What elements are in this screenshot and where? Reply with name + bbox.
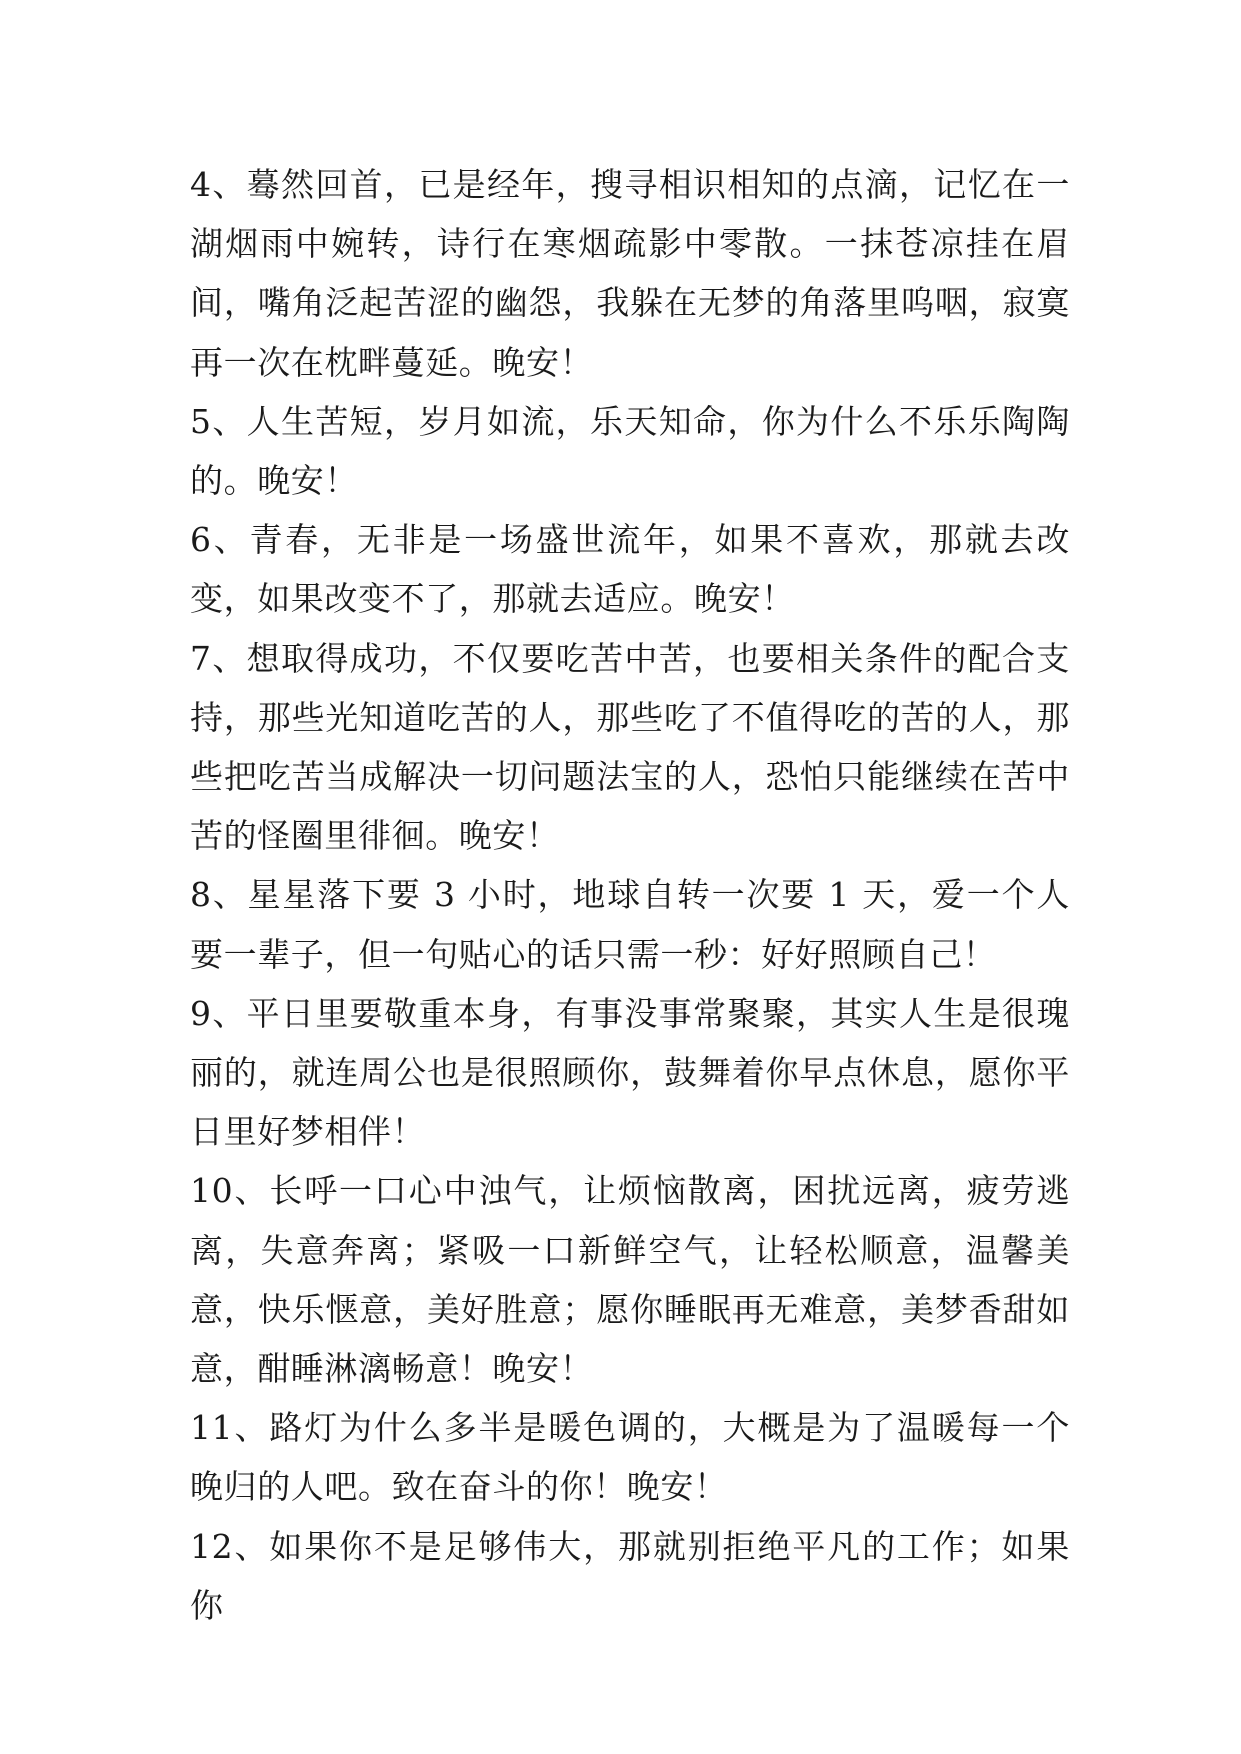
paragraph-10: 10、长呼一口心中浊气，让烦恼散离，困扰远离，疲劳逃离，失意奔离；紧吸一口新鲜空气，让轻松顺意，温馨美意，快乐惬意，美好胜意；愿你睡眠再无难意，美梦香甜如意，酣睡淋漓畅意！晚安！ (190, 1171, 1070, 1389)
document-body (190, 155, 1070, 1635)
paragraph-7: 7、想取得成功，不仅要吃苦中苦，也要相关条件的配合支持，那些光知道吃苦的人，那些吃了不值得吃的苦的人，那些把吃苦当成解决一切问题法宝的人，恐怕只能继续在苦中苦的怪圈里徘徊。晚安！ (190, 638, 1070, 856)
paragraph-5: 5、人生苦短，岁月如流，乐天知命，你为什么不乐乐陶陶的。晚安！ (190, 401, 1070, 501)
paragraph-12: 12、如果你不是足够伟大，那就别拒绝平凡的工作；如果你 (190, 1526, 1070, 1625)
paragraph-8: 8、星星落下要 3 小时，地球自转一次要 1 天，爱一个人要一辈子，但一句贴心的话只需一秒：好好照顾自己！ (190, 875, 1070, 974)
paragraph-11: 11、路灯为什么多半是暖色调的，大概是为了温暖每一个晚归的人吧。致在奋斗的你！晚安！ (190, 1408, 1070, 1507)
paragraph-4: 4、蓦然回首，已是经年，搜寻相识相知的点滴，记忆在一湖烟雨中婉转，诗行在寒烟疏影中零散。一抹苍凉挂在眉间，嘴角泛起苦涩的幽怨，我躲在无梦的角落里呜咽，寂寞再一次在枕畔蔓延。晚安！ (190, 165, 1070, 382)
paragraph-9: 9、平日里要敬重本身，有事没事常聚聚，其实人生是很瑰丽的，就连周公也是很照顾你，鼓舞着你早点休息，愿你平日里好梦相伴！ (190, 993, 1070, 1152)
paragraph-6: 6、青春，无非是一场盛世流年，如果不喜欢，那就去改变，如果改变不了，那就去适应。晚安！ (190, 520, 1070, 619)
